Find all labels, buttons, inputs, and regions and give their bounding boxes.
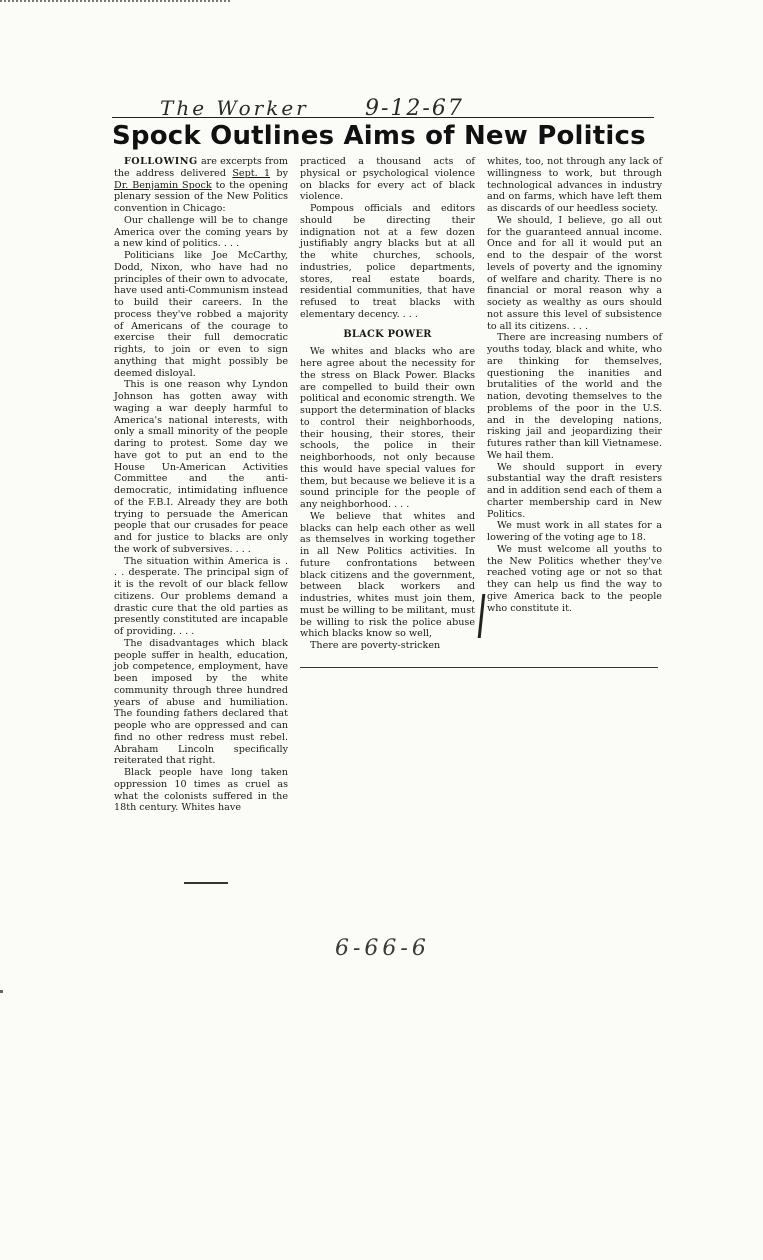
paragraph: This is one reason why Lyndon Johnson has gotten away with waging a war deeply harmful to America's national interests, with only a small minority of the people daring to protest. Some day we have got to put an end to the House Un-American Activities Committee and the anti-democratic, intimidating influence of the F.B.I. Already they are both trying to persuade the American people that our crusades for peace and for justice to blacks are only the work of subversives. . . . <box>114 379 288 555</box>
scan-speck <box>0 990 3 993</box>
section-subhead: BLACK POWER <box>343 328 432 340</box>
handwritten-paper-name: The Worker <box>160 96 309 120</box>
column-end-rule <box>184 882 228 884</box>
paragraph: There are poverty-stricken <box>310 640 441 651</box>
paragraph: The situation within America is . . . desperate. The principal sign of it is the revolt of our black fellow citizens. Our problems demand a drastic cure that the old parties as presently constituted are incapable of providing. . . . <box>114 555 288 637</box>
handwritten-margin-line <box>478 594 486 638</box>
paragraph: practiced a thousand acts of physical or psychological violence on blacks for every act of black violence. <box>300 156 475 203</box>
article-headline: Spock Outlines Aims of New Politics <box>112 121 646 151</box>
paragraph: Our challenge will be to change America over the coming years by a new kind of politics. . . . <box>114 214 288 250</box>
paragraph: We believe that whites and blacks can help each other as well as themselves in working together in all New Politics activities. In future confrontations between black citizens and the government, between black workers and industries, whites must join them, must be willing to be militant, must be willing to risk the police abuse which blacks know so well, <box>300 510 475 640</box>
paragraph: We should, I believe, go all out for the guaranteed annual income. Once and for all it would put an end to the despair of the worst levels of poverty and the ignominy of welfare and charity. There is no financial or moral reason why a society as wealthy as ours should not assure this level of subsistence to all its citizens. . . . <box>487 214 662 332</box>
date-underlined: Sept. 1 <box>232 167 271 179</box>
article-column-1 <box>114 156 288 814</box>
handwritten-file-number: 6-66-6 <box>335 936 430 961</box>
speaker-name-underlined: Dr. Benjamin Spock <box>114 179 212 191</box>
paragraph: Politicians like Joe McCarthy, Dodd, Nixon, who have had no principles of their own to advocate, have used anti-Communism instead to build their careers. In the process they've robbed a majority of Americans of the courage to exercise their full democratic rights, to join or even to sign anything that might possibly be deemed disloyal. <box>114 250 288 379</box>
paragraph-intro: FOLLOWING are excerpts from the address delivered Sept. 1 by Dr. Benjamin Spock to the opening plenary session of the New Politics convention in Chicago: <box>114 156 288 214</box>
paragraph: There are increasing numbers of youths today, black and white, who are thinking for themselves, questioning the inanities and brutalities of the world and the nation, devoting themselves to the problems of the poor in the U.S. and in the developing nations, risking jail and jeopardizing their futures rather than kill Vietnamese. We hail them. <box>487 332 662 461</box>
handwritten-date: 9-12-67 <box>365 96 464 121</box>
scan-artifact-dots <box>0 0 230 6</box>
paragraph: We should support in every substantial way the draft resisters and in addition send each of them a charter membership card in New Politics. <box>487 461 662 520</box>
paragraph: whites, too, not through any lack of willingness to work, but through technological advances in industry and on farms, which have left them as discards of our heedless society. <box>487 156 662 214</box>
paragraph: We whites and blacks who are here agree about the necessity for the stress on Black Power. Blacks are compelled to build their own political and economic strength. We support the determination of blacks to control their neighborhoods, their housing, their stores, their schools, the police in their neighborhoods, not only because this would have special values for them, but because we believe it is a sound principle for the people of any neighborhood. . . . <box>300 346 475 510</box>
article-column-2 <box>300 156 475 652</box>
paragraph: The disadvantages which black people suffer in health, education, job competence, employment, have been imposed by the white community through three hundred years of abuse and humiliation. The founding fathers declared that people who are oppressed and can find no other redress must rebel. Abraham Lincoln specifically reiterated that right. <box>114 637 288 767</box>
paragraph: Pompous officials and editors should be directing their indignation not at a few dozen justifiably angry blacks but at all the white churches, schools, industries, police departments, stores, real estate boards, residential communities, that have refused to treat blacks with elementary decency. . . . <box>300 203 475 320</box>
paragraph: We must work in all states for a lowering of the voting age to 18. <box>487 520 662 543</box>
paragraph: Black people have long taken oppression 10 times as cruel as what the colonists suffered in the 18th century. Whites have <box>114 767 288 814</box>
article-end-rule <box>300 667 658 668</box>
lead-word: FOLLOWING <box>124 156 198 167</box>
article-column-3 <box>487 156 662 614</box>
paragraph: We must welcome all youths to the New Politics whether they've reached voting age or not so that they can help us find the way to give America back to the people who constitute it. <box>487 543 662 614</box>
